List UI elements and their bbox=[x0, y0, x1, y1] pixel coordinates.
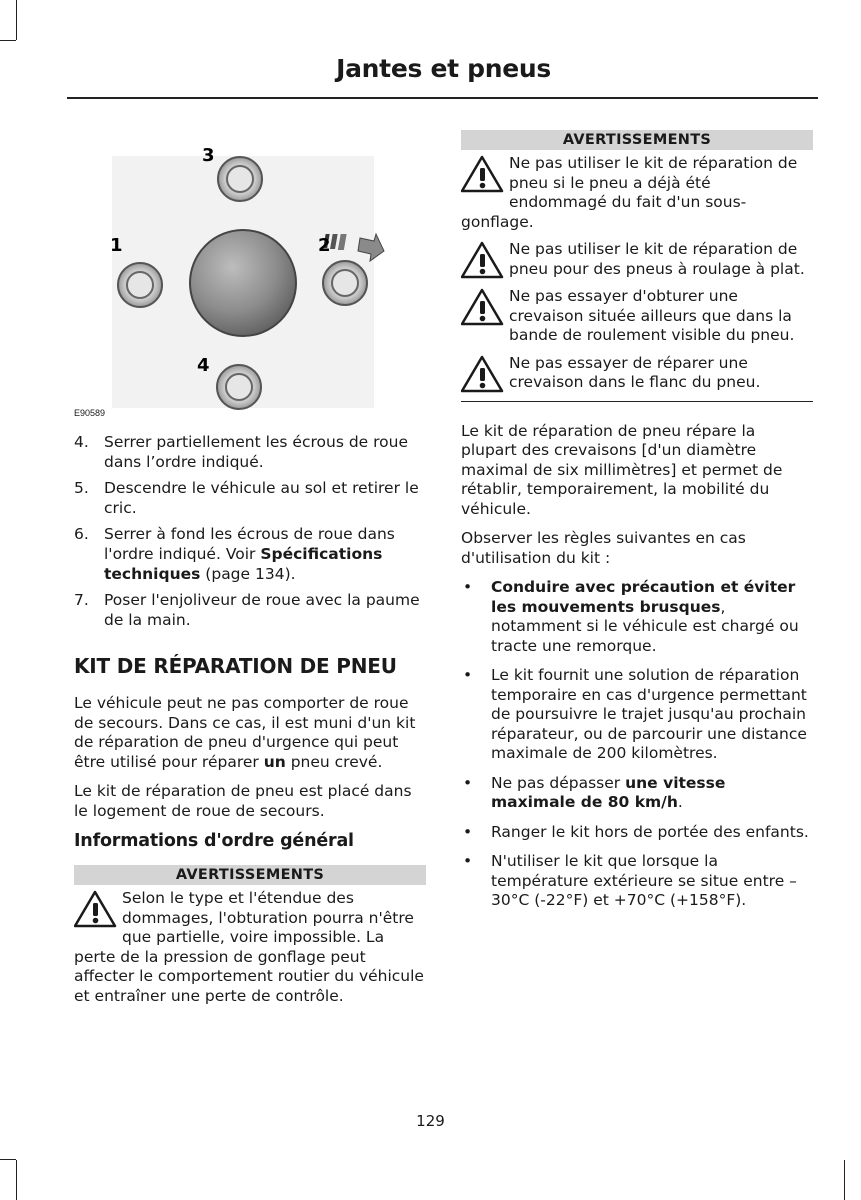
procedure-steps bbox=[74, 432, 426, 630]
list-item bbox=[461, 823, 813, 843]
bullet-text: , notamment si le véhicule est chargé ou tracte une remorque. bbox=[491, 597, 799, 655]
section-heading: KIT DE RÉPARATION DE PNEU bbox=[74, 654, 397, 678]
step-number: 7. bbox=[74, 591, 89, 609]
bullet-text: N'utiliser le kit que lorsque la température extérieure se situe entre –30°C (-22°F) et +70°C (+158°F). bbox=[491, 852, 797, 909]
nut-label-4: 4 bbox=[197, 355, 210, 376]
warning-item bbox=[461, 240, 813, 279]
paragraph: Le kit de réparation de pneu est placé dans le logement de roue de secours. bbox=[74, 782, 412, 820]
wheel-nut-illustration bbox=[74, 130, 426, 410]
step-number: 5. bbox=[74, 479, 89, 497]
warning-item bbox=[461, 354, 813, 393]
crop-mark bbox=[16, 0, 17, 40]
crop-mark bbox=[844, 1160, 845, 1200]
wheel-nut-diagram bbox=[74, 130, 426, 422]
list-item bbox=[74, 524, 426, 584]
paragraph-bold: un bbox=[263, 752, 286, 771]
bullet-text: Ranger le kit hors de portée des enfants. bbox=[491, 822, 809, 841]
usage-rules-list bbox=[461, 578, 813, 911]
step-text: Serrer à fond les écrous de roue dans l'ordre indiqué. Voir bbox=[104, 525, 395, 563]
step-text: (page 134). bbox=[200, 565, 296, 583]
warning-item bbox=[74, 889, 426, 1006]
paragraph: Le kit de réparation de pneu répare la plupart des crevaisons [d'un diamètre maximal de six millimètres] et permet de rétablir, temporairement, la mobilité du véhicule. bbox=[461, 421, 783, 518]
page-title: Jantes et pneus bbox=[336, 54, 551, 83]
warning-item bbox=[461, 287, 813, 346]
nut-label-3: 3 bbox=[202, 145, 215, 166]
list-item bbox=[461, 774, 813, 813]
warning-text: Ne pas utiliser le kit de réparation de pneu pour des pneus à roulage à plat. bbox=[509, 240, 805, 278]
page-number: 129 bbox=[416, 1112, 445, 1130]
bullet-icon: • bbox=[463, 666, 473, 684]
header-divider bbox=[67, 97, 818, 99]
bullet-icon: • bbox=[463, 773, 473, 792]
step-number: 4. bbox=[74, 433, 89, 451]
paragraph bbox=[74, 694, 426, 772]
crop-mark bbox=[16, 1160, 17, 1200]
hub-center bbox=[190, 230, 296, 336]
bullet-text: Ne pas dépasser bbox=[491, 773, 626, 792]
warning-triangle-icon bbox=[74, 889, 120, 929]
step-number: 6. bbox=[74, 525, 89, 543]
left-column bbox=[74, 130, 426, 1014]
crop-mark bbox=[0, 40, 16, 41]
step-text: Poser l'enjoliveur de roue avec la paume de la main. bbox=[104, 591, 420, 629]
crop-mark bbox=[0, 1159, 16, 1160]
subsection-heading: Informations d'ordre général bbox=[74, 831, 354, 851]
warning-triangle-icon bbox=[461, 354, 507, 394]
wheel-nut-2 bbox=[323, 261, 367, 305]
warning-triangle-icon bbox=[461, 287, 507, 327]
wheel-nut-4 bbox=[217, 365, 261, 409]
nut-label-2: 2 bbox=[318, 235, 331, 256]
paragraph: Observer les règles suivantes en cas d'utilisation du kit : bbox=[461, 529, 746, 567]
bullet-text: . bbox=[677, 793, 683, 811]
step-text: Descendre le véhicule au sol et retirer le cric. bbox=[104, 479, 419, 517]
list-item bbox=[74, 478, 426, 518]
cross-reference-link[interactable]: Spécifications techniques bbox=[104, 545, 383, 583]
warning-box bbox=[74, 865, 426, 1006]
wheel-nut-1 bbox=[118, 263, 162, 307]
wheel-nut-3 bbox=[218, 157, 262, 201]
list-item bbox=[461, 666, 813, 764]
warning-heading: AVERTISSEMENTS bbox=[74, 865, 426, 885]
warning-box bbox=[461, 130, 813, 402]
warning-text: Ne pas utiliser le kit de réparation de pneu si le pneu a déjà été endommagé du fait d'un sous-gonflage. bbox=[461, 154, 798, 231]
warning-item bbox=[461, 154, 813, 232]
bullet-icon: • bbox=[463, 822, 473, 841]
nut-label-1: 1 bbox=[110, 235, 123, 256]
warning-text: Ne pas essayer de réparer une crevaison dans le flanc du pneu. bbox=[509, 353, 761, 391]
list-item bbox=[461, 578, 813, 656]
warning-heading: AVERTISSEMENTS bbox=[461, 130, 813, 150]
warning-triangle-icon bbox=[461, 240, 507, 280]
bullet-icon: • bbox=[463, 852, 473, 870]
warning-text: Selon le type et l'étendue des dommages, l'obturation pourra n'être que partielle, voire impossible. La perte de la pression de gonflage peut affecter le comportement routier du véhicule et entraîner une perte de contrôle. bbox=[74, 889, 424, 1005]
bullet-icon: • bbox=[463, 578, 473, 596]
warning-triangle-icon bbox=[461, 154, 507, 194]
paragraph-text: pneu crevé. bbox=[285, 752, 383, 771]
list-item bbox=[74, 590, 426, 630]
step-text: Serrer partiellement les écrous de roue dans l’ordre indiqué. bbox=[104, 433, 409, 471]
bullet-bold: une vitesse maximale de 80 km/h bbox=[491, 773, 726, 811]
paragraph-text: Le véhicule peut ne pas comporter de roue de secours. Dans ce cas, il est muni d'un kit de réparation de pneu d'urgence qui peut être utilisé pour réparer bbox=[74, 694, 416, 771]
figure-id: E90589 bbox=[74, 408, 106, 418]
bullet-text: Le kit fournit une solution de réparation temporaire en cas d'urgence permettant de poursuivre le trajet jusqu'au prochain réparateur, ou de parcourir une distance maximale de 200 kilomètres. bbox=[491, 666, 807, 762]
list-item bbox=[461, 852, 813, 911]
warning-text: Ne pas essayer d'obturer une crevaison située ailleurs que dans la bande de roulement visible du pneu. bbox=[509, 287, 795, 344]
list-item bbox=[74, 432, 426, 472]
right-column bbox=[461, 130, 813, 921]
bullet-bold: Conduire avec précaution et éviter les mouvements brusques bbox=[491, 578, 796, 616]
